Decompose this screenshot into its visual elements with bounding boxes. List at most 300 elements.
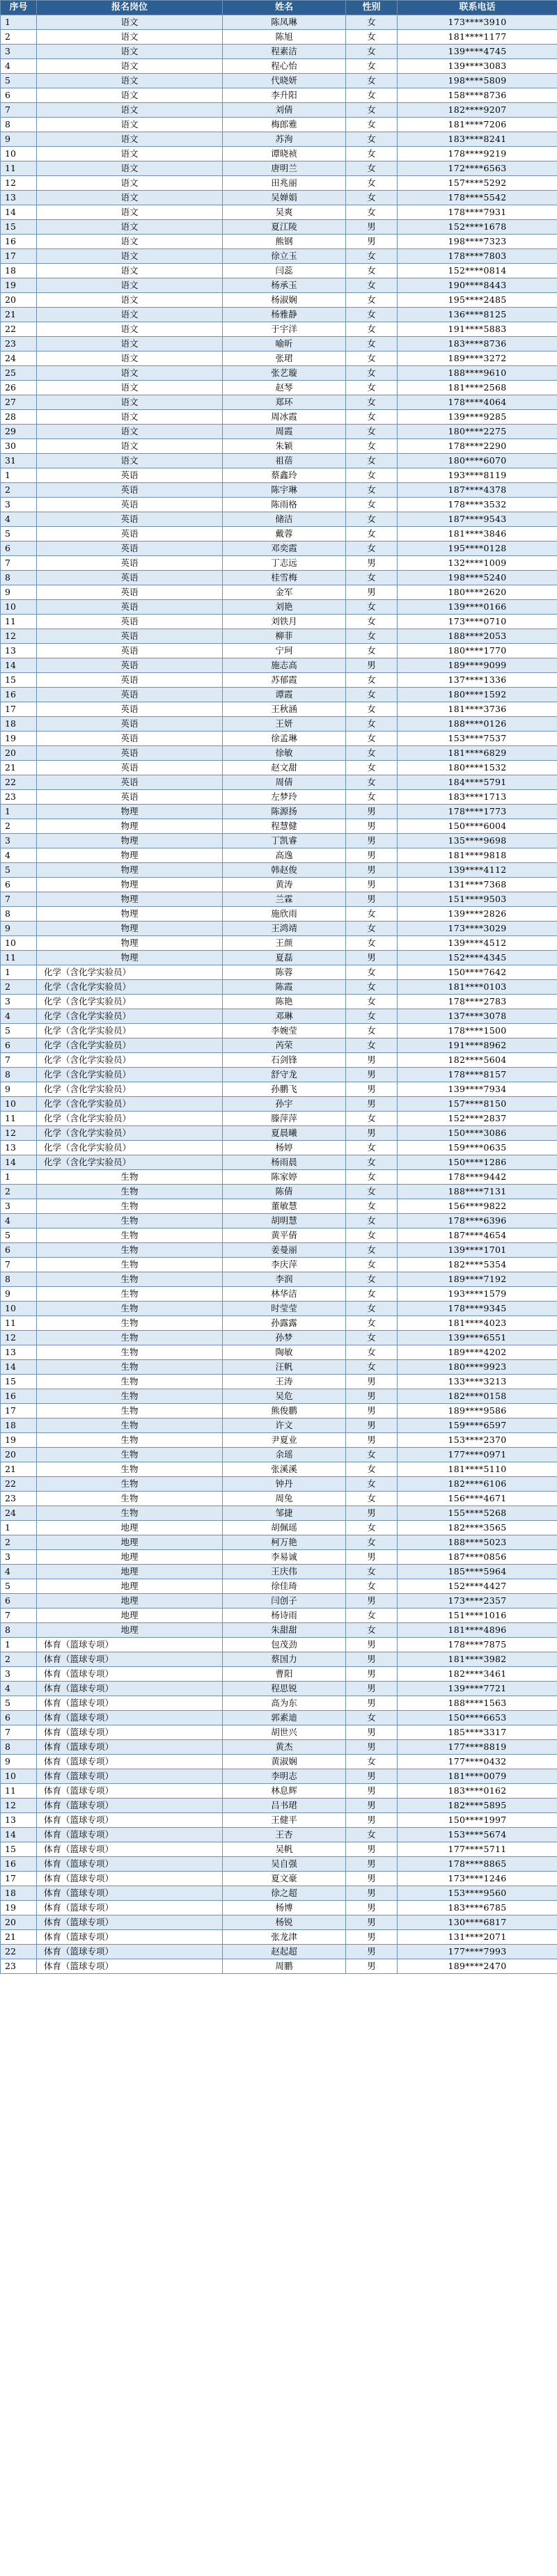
cell-post: 化学（含化学实验员） (37, 980, 223, 995)
table-row (1, 1331, 557, 1345)
table-row (1, 351, 557, 366)
cell-gender: 男 (346, 1842, 398, 1857)
table-row (1, 1696, 557, 1711)
cell-no: 15 (1, 673, 37, 688)
cell-gender: 女 (346, 483, 398, 498)
cell-name: 吴爽 (223, 205, 346, 220)
table-row (1, 1755, 557, 1769)
cell-name: 梅郎雅 (223, 118, 346, 132)
cell-gender: 女 (346, 45, 398, 59)
cell-no: 3 (1, 995, 37, 1009)
cell-post: 语文 (37, 132, 223, 147)
header-post: 报名岗位 (37, 1, 223, 15)
table-row (1, 1214, 557, 1228)
table-row (1, 542, 557, 556)
cell-gender: 女 (346, 176, 398, 191)
cell-post: 化学（含化学实验员） (37, 1082, 223, 1097)
cell-gender: 女 (346, 468, 398, 483)
cell-post: 语文 (37, 337, 223, 351)
cell-no: 4 (1, 512, 37, 527)
cell-phone: 139****7721 (398, 1682, 557, 1696)
cell-post: 体育（篮球专项） (37, 1740, 223, 1755)
cell-phone: 156****9822 (398, 1199, 557, 1214)
cell-name: 苏郁霞 (223, 673, 346, 688)
cell-phone: 198****7323 (398, 235, 557, 249)
table-row (1, 1609, 557, 1623)
cell-gender: 男 (346, 235, 398, 249)
cell-no: 19 (1, 1433, 37, 1448)
cell-gender: 女 (346, 1828, 398, 1842)
cell-phone: 189****7192 (398, 1272, 557, 1287)
table-row (1, 790, 557, 805)
cell-gender: 男 (346, 819, 398, 834)
cell-gender: 女 (346, 922, 398, 936)
cell-no: 17 (1, 702, 37, 717)
cell-no: 11 (1, 951, 37, 965)
cell-name: 周冰霞 (223, 410, 346, 425)
cell-name: 施志高 (223, 658, 346, 673)
cell-gender: 女 (346, 1565, 398, 1579)
cell-gender: 男 (346, 1769, 398, 1784)
table-row (1, 732, 557, 746)
cell-no: 20 (1, 1915, 37, 1930)
cell-no: 16 (1, 235, 37, 249)
cell-no: 5 (1, 1696, 37, 1711)
table-row (1, 1594, 557, 1609)
cell-no: 3 (1, 45, 37, 59)
cell-no: 9 (1, 1755, 37, 1769)
cell-phone: 139****3083 (398, 59, 557, 74)
cell-gender: 男 (346, 1959, 398, 1974)
table-row (1, 1915, 557, 1930)
cell-post: 化学（含化学实验员） (37, 1053, 223, 1068)
cell-name: 陈霞 (223, 980, 346, 995)
cell-phone: 188****9610 (398, 366, 557, 381)
cell-post: 化学（含化学实验员） (37, 1141, 223, 1155)
cell-name: 赵琴 (223, 381, 346, 395)
cell-post: 英语 (37, 658, 223, 673)
cell-gender: 女 (346, 761, 398, 775)
cell-name: 高为东 (223, 1696, 346, 1711)
cell-gender: 男 (346, 805, 398, 819)
cell-phone: 178****7803 (398, 249, 557, 264)
cell-gender: 男 (346, 1053, 398, 1068)
table-row (1, 1448, 557, 1462)
cell-gender: 女 (346, 1535, 398, 1550)
table-row (1, 1287, 557, 1302)
cell-gender: 男 (346, 1945, 398, 1959)
cell-phone: 181****9818 (398, 848, 557, 863)
cell-gender: 女 (346, 1243, 398, 1258)
cell-post: 生物 (37, 1492, 223, 1506)
cell-phone: 180****1770 (398, 644, 557, 658)
cell-gender: 男 (346, 1638, 398, 1652)
cell-no: 1 (1, 468, 37, 483)
cell-name: 杨诗雨 (223, 1609, 346, 1623)
cell-post: 语文 (37, 176, 223, 191)
table-row (1, 615, 557, 629)
cell-name: 宁珂 (223, 644, 346, 658)
cell-name: 周倩 (223, 775, 346, 790)
cell-post: 体育（篮球专项） (37, 1886, 223, 1901)
table-row (1, 1813, 557, 1828)
cell-no: 7 (1, 103, 37, 118)
cell-name: 刘铁月 (223, 615, 346, 629)
cell-gender: 女 (346, 351, 398, 366)
table-row (1, 527, 557, 542)
cell-name: 张珺 (223, 351, 346, 366)
cell-name: 柯万艳 (223, 1535, 346, 1550)
cell-name: 陈雨格 (223, 498, 346, 512)
table-row (1, 410, 557, 425)
cell-phone: 189****4202 (398, 1345, 557, 1360)
cell-gender: 女 (346, 673, 398, 688)
cell-name: 程思锐 (223, 1682, 346, 1696)
cell-gender: 女 (346, 512, 398, 527)
cell-post: 生物 (37, 1419, 223, 1433)
cell-name: 钟丹 (223, 1477, 346, 1492)
table-row (1, 892, 557, 907)
cell-no: 4 (1, 1565, 37, 1579)
cell-name: 杨博 (223, 1901, 346, 1915)
cell-gender: 男 (346, 1682, 398, 1696)
cell-phone: 182****5604 (398, 1053, 557, 1068)
cell-phone: 139****2826 (398, 907, 557, 922)
cell-phone: 183****8241 (398, 132, 557, 147)
table-row (1, 1170, 557, 1185)
cell-name: 邓奕霞 (223, 542, 346, 556)
table-row (1, 205, 557, 220)
cell-phone: 182****5354 (398, 1258, 557, 1272)
table-row (1, 965, 557, 980)
cell-gender: 女 (346, 644, 398, 658)
cell-gender: 男 (346, 1799, 398, 1813)
table-row (1, 1068, 557, 1082)
cell-name: 夏磊 (223, 951, 346, 965)
cell-phone: 178****2290 (398, 439, 557, 454)
cell-phone: 152****4427 (398, 1579, 557, 1594)
cell-phone: 181****2568 (398, 381, 557, 395)
cell-name: 朱甜甜 (223, 1623, 346, 1638)
cell-no: 15 (1, 220, 37, 235)
cell-phone: 184****5791 (398, 775, 557, 790)
cell-no: 2 (1, 1652, 37, 1667)
table-row (1, 1024, 557, 1038)
cell-post: 体育（篮球专项） (37, 1857, 223, 1872)
cell-no: 2 (1, 483, 37, 498)
cell-phone: 173****3910 (398, 15, 557, 30)
cell-post: 语文 (37, 88, 223, 103)
table-row (1, 658, 557, 673)
table-row (1, 103, 557, 118)
cell-name: 王杏 (223, 1828, 346, 1842)
cell-no: 6 (1, 542, 37, 556)
cell-name: 丁凯睿 (223, 834, 346, 848)
cell-no: 8 (1, 1272, 37, 1287)
cell-gender: 女 (346, 717, 398, 732)
header-gender: 性别 (346, 1, 398, 15)
cell-gender: 男 (346, 556, 398, 571)
table-row (1, 1506, 557, 1521)
cell-name: 曹阳 (223, 1667, 346, 1682)
cell-phone: 180****6070 (398, 454, 557, 468)
table-row (1, 366, 557, 381)
cell-post: 英语 (37, 732, 223, 746)
table-row (1, 1623, 557, 1638)
cell-post: 化学（含化学实验员） (37, 1009, 223, 1024)
cell-no: 9 (1, 922, 37, 936)
cell-no: 23 (1, 337, 37, 351)
cell-name: 吴婵娟 (223, 191, 346, 205)
cell-no: 11 (1, 161, 37, 176)
cell-post: 英语 (37, 527, 223, 542)
cell-post: 英语 (37, 512, 223, 527)
cell-no: 12 (1, 176, 37, 191)
table-row (1, 980, 557, 995)
cell-phone: 150****1997 (398, 1813, 557, 1828)
cell-gender: 男 (346, 1725, 398, 1740)
cell-name: 杨锐 (223, 1915, 346, 1930)
cell-post: 体育（篮球专项） (37, 1799, 223, 1813)
cell-post: 体育（篮球专项） (37, 1667, 223, 1682)
cell-name: 谭晓祯 (223, 147, 346, 161)
table-row (1, 337, 557, 351)
cell-gender: 男 (346, 1901, 398, 1915)
cell-no: 18 (1, 1419, 37, 1433)
cell-phone: 139****7934 (398, 1082, 557, 1097)
cell-phone: 195****0128 (398, 542, 557, 556)
cell-no: 12 (1, 1126, 37, 1141)
cell-gender: 男 (346, 1594, 398, 1609)
cell-name: 杨雅静 (223, 308, 346, 322)
cell-name: 王庆伟 (223, 1565, 346, 1579)
cell-gender: 女 (346, 1331, 398, 1345)
cell-no: 14 (1, 205, 37, 220)
cell-no: 30 (1, 439, 37, 454)
cell-post: 语文 (37, 30, 223, 45)
cell-gender: 女 (346, 308, 398, 322)
cell-post: 物理 (37, 848, 223, 863)
cell-post: 语文 (37, 249, 223, 264)
table-row (1, 118, 557, 132)
cell-name: 张溪溪 (223, 1462, 346, 1477)
cell-phone: 153****7537 (398, 732, 557, 746)
cell-phone: 185****5964 (398, 1565, 557, 1579)
cell-no: 17 (1, 1404, 37, 1419)
cell-post: 化学（含化学实验员） (37, 1112, 223, 1126)
table-row (1, 395, 557, 410)
cell-post: 体育（篮球专项） (37, 1711, 223, 1725)
cell-gender: 男 (346, 1813, 398, 1828)
table-row (1, 644, 557, 658)
cell-name: 陈凤琳 (223, 15, 346, 30)
cell-name: 陈宇琳 (223, 483, 346, 498)
cell-phone: 131****7368 (398, 878, 557, 892)
cell-phone: 152****2837 (398, 1112, 557, 1126)
cell-post: 地理 (37, 1594, 223, 1609)
cell-post: 体育（篮球专项） (37, 1638, 223, 1652)
table-body (1, 15, 557, 1974)
table-row (1, 1112, 557, 1126)
cell-no: 13 (1, 1345, 37, 1360)
cell-phone: 150****7642 (398, 965, 557, 980)
cell-name: 储洁 (223, 512, 346, 527)
cell-phone: 181****5110 (398, 1462, 557, 1477)
cell-no: 21 (1, 1930, 37, 1945)
cell-gender: 女 (346, 191, 398, 205)
cell-post: 生物 (37, 1360, 223, 1375)
cell-phone: 173****0710 (398, 615, 557, 629)
cell-gender: 女 (346, 1112, 398, 1126)
cell-gender: 女 (346, 936, 398, 951)
cell-post: 体育（篮球专项） (37, 1784, 223, 1799)
cell-name: 姜曼丽 (223, 1243, 346, 1258)
cell-no: 1 (1, 805, 37, 819)
cell-no: 5 (1, 1024, 37, 1038)
cell-post: 生物 (37, 1433, 223, 1448)
cell-post: 语文 (37, 103, 223, 118)
table-row (1, 1316, 557, 1331)
cell-post: 语文 (37, 220, 223, 235)
cell-gender: 女 (346, 1492, 398, 1506)
table-row (1, 1842, 557, 1857)
cell-no: 17 (1, 249, 37, 264)
cell-no: 19 (1, 732, 37, 746)
cell-post: 物理 (37, 922, 223, 936)
table-row (1, 278, 557, 293)
cell-name: 王颜 (223, 936, 346, 951)
cell-gender: 男 (346, 1740, 398, 1755)
cell-name: 施欣雨 (223, 907, 346, 922)
table-row (1, 45, 557, 59)
cell-name: 徐之超 (223, 1886, 346, 1901)
table-row (1, 556, 557, 571)
cell-name: 杨淑娴 (223, 293, 346, 308)
table-row (1, 775, 557, 790)
cell-gender: 女 (346, 1755, 398, 1769)
cell-post: 体育（篮球专项） (37, 1930, 223, 1945)
cell-post: 语文 (37, 235, 223, 249)
cell-phone: 180****1532 (398, 761, 557, 775)
cell-no: 15 (1, 1842, 37, 1857)
cell-post: 体育（篮球专项） (37, 1696, 223, 1711)
cell-no: 8 (1, 118, 37, 132)
cell-gender: 女 (346, 1038, 398, 1053)
table-row (1, 1243, 557, 1258)
cell-gender: 男 (346, 1506, 398, 1521)
cell-no: 4 (1, 848, 37, 863)
cell-gender: 女 (346, 571, 398, 585)
cell-phone: 187****4378 (398, 483, 557, 498)
cell-post: 化学（含化学实验员） (37, 1126, 223, 1141)
cell-name: 夏文豪 (223, 1872, 346, 1886)
cell-gender: 男 (346, 1419, 398, 1433)
cell-post: 生物 (37, 1258, 223, 1272)
cell-phone: 178****7931 (398, 205, 557, 220)
cell-name: 王秋涵 (223, 702, 346, 717)
table-row (1, 1550, 557, 1565)
cell-post: 体育（篮球专项） (37, 1769, 223, 1784)
cell-phone: 151****9503 (398, 892, 557, 907)
cell-gender: 女 (346, 995, 398, 1009)
cell-name: 杨婷 (223, 1141, 346, 1155)
cell-gender: 女 (346, 1199, 398, 1214)
cell-post: 语文 (37, 59, 223, 74)
cell-post: 英语 (37, 615, 223, 629)
cell-phone: 187****9543 (398, 512, 557, 527)
cell-phone: 173****3029 (398, 922, 557, 936)
table-row (1, 688, 557, 702)
cell-name: 徐佳琦 (223, 1579, 346, 1594)
cell-post: 体育（篮球专项） (37, 1828, 223, 1842)
cell-gender: 女 (346, 381, 398, 395)
cell-post: 英语 (37, 542, 223, 556)
cell-phone: 193****1579 (398, 1287, 557, 1302)
cell-phone: 181****1177 (398, 30, 557, 45)
table-row (1, 512, 557, 527)
cell-post: 英语 (37, 746, 223, 761)
cell-name: 李润 (223, 1272, 346, 1287)
cell-name: 胡佩瑶 (223, 1521, 346, 1535)
cell-no: 8 (1, 907, 37, 922)
cell-phone: 151****1016 (398, 1609, 557, 1623)
cell-gender: 女 (346, 1360, 398, 1375)
cell-post: 地理 (37, 1579, 223, 1594)
cell-no: 8 (1, 1068, 37, 1082)
cell-phone: 173****1246 (398, 1872, 557, 1886)
table-row (1, 585, 557, 600)
cell-phone: 157****5292 (398, 176, 557, 191)
cell-post: 生物 (37, 1404, 223, 1419)
cell-gender: 女 (346, 1155, 398, 1170)
cell-phone: 178****9345 (398, 1302, 557, 1316)
cell-gender: 男 (346, 1872, 398, 1886)
cell-no: 7 (1, 1725, 37, 1740)
cell-post: 英语 (37, 585, 223, 600)
cell-no: 3 (1, 1199, 37, 1214)
cell-gender: 女 (346, 322, 398, 337)
table-row (1, 995, 557, 1009)
header-row (1, 1, 557, 15)
cell-no: 3 (1, 834, 37, 848)
cell-name: 熊俊鹏 (223, 1404, 346, 1419)
cell-name: 孙露露 (223, 1316, 346, 1331)
cell-name: 尹夏业 (223, 1433, 346, 1448)
cell-no: 22 (1, 1945, 37, 1959)
cell-no: 2 (1, 1535, 37, 1550)
cell-no: 14 (1, 1828, 37, 1842)
cell-no: 1 (1, 965, 37, 980)
cell-post: 生物 (37, 1185, 223, 1199)
cell-post: 语文 (37, 161, 223, 176)
cell-gender: 男 (346, 834, 398, 848)
cell-post: 物理 (37, 951, 223, 965)
table-row (1, 1799, 557, 1813)
cell-no: 16 (1, 688, 37, 702)
cell-gender: 女 (346, 1521, 398, 1535)
cell-no: 18 (1, 717, 37, 732)
cell-gender: 男 (346, 1886, 398, 1901)
cell-phone: 178****4064 (398, 395, 557, 410)
cell-gender: 男 (346, 1550, 398, 1565)
cell-no: 12 (1, 1799, 37, 1813)
table-row (1, 1141, 557, 1155)
cell-post: 体育（篮球专项） (37, 1945, 223, 1959)
cell-post: 物理 (37, 907, 223, 922)
cell-gender: 女 (346, 1170, 398, 1185)
table-row (1, 30, 557, 45)
cell-post: 语文 (37, 205, 223, 220)
